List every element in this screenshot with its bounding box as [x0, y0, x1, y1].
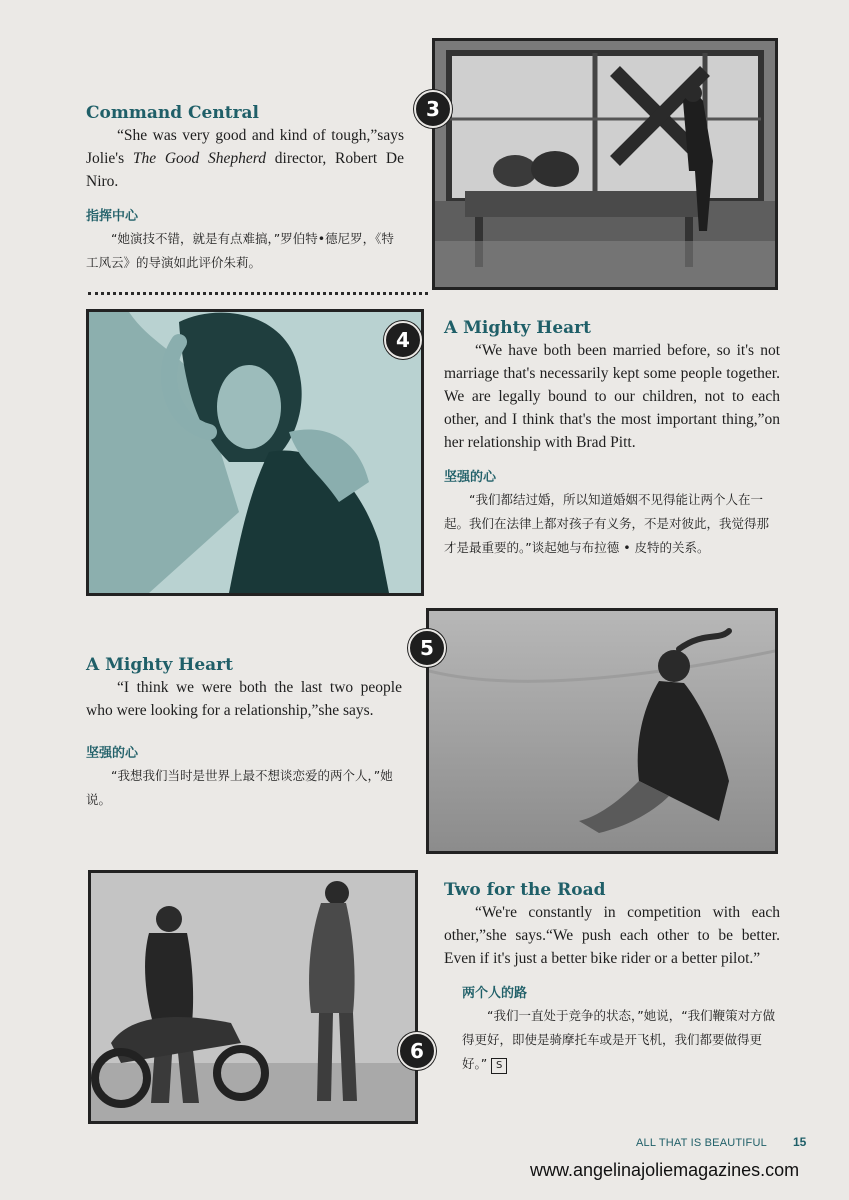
section-3-quote-post: director, Robert De Niro.	[86, 150, 404, 190]
photo-motorcycle-image	[91, 873, 415, 1121]
page-number: 15	[792, 1135, 807, 1149]
photo-desert-sitting	[426, 608, 778, 854]
photo-portrait-tattoo-image	[89, 312, 421, 593]
section-3-quote-pre: “She was very good and kind of tough,”says Jolie's	[86, 127, 404, 167]
section-3-text	[86, 103, 404, 275]
section-4-heading: A Mighty Heart	[444, 318, 591, 338]
photo-portrait-tattoo	[86, 309, 424, 596]
section-3-number-badge: 3	[414, 90, 452, 128]
section-6-zh-body: “我们一直处于竞争的状态，”她说，“我们鞭策对方做得更好，即使是骑摩托车或是开飞机，我们都要做得更好。”	[462, 1008, 776, 1071]
section-6-quote: “We're constantly in competition with each other,”she says.“We push each other to be better. Even if it's just a better bike rider or a better pilot.”	[444, 904, 780, 967]
section-6-end-mark: S	[491, 1058, 507, 1074]
section-4-zh-text: “我们都结过婚，所以知道婚姻不见得能让两个人在一起。我们在法律上都对孩子有义务，不是对彼此，我觉得那才是最重要的。”谈起她与布拉德 • 皮特的关系。	[444, 492, 770, 555]
section-3-zh-heading: 指挥中心	[86, 209, 139, 224]
section-5-zh-text: “我想我们当时是世界上最不想谈恋爱的两个人，”她说。	[86, 768, 393, 807]
photo-cockpit-image	[435, 41, 775, 287]
section-5-heading: A Mighty Heart	[86, 655, 233, 675]
section-4-quote: “We have both been married before, so it's not marriage that's necessarily kept some people together. We are legally bound to our children, not to each other, and I think that's the most important thing,”on her relationship with Brad Pitt.	[444, 342, 780, 451]
section-4-number-badge: 4	[384, 321, 422, 359]
section-5-quote: “I think we were both the last two people who were looking for a relationship,”she says.	[86, 679, 402, 719]
section-6-heading: Two for the Road	[444, 880, 606, 900]
section-5-zh-heading: 坚强的心	[86, 746, 139, 761]
photo-desert-sitting-image	[429, 611, 775, 851]
section-3-quote	[86, 124, 404, 193]
footer-running-title	[636, 1133, 806, 1151]
section-6-number-badge: 6	[398, 1032, 436, 1070]
section-5-number-badge: 5	[408, 629, 446, 667]
photo-motorcycle	[88, 870, 418, 1124]
section-4-text	[444, 318, 780, 560]
running-title: ALL THAT IS BEAUTIFUL	[636, 1137, 767, 1149]
section-3-film-title: The Good Shepherd	[132, 150, 267, 167]
watermark: www.angelinajoliemagazines.com	[530, 1160, 800, 1180]
section-3-heading: Command Central	[86, 103, 260, 123]
section-6-text	[444, 880, 780, 1076]
photo-cockpit	[432, 38, 778, 290]
section-3-zh-text: “她演技不错，就是有点难搞，”罗伯特•德尼罗，《特工风云》的导演如此评价朱莉。	[86, 231, 394, 270]
section-6-zh-heading: 两个人的路	[462, 986, 528, 1001]
divider-1	[88, 292, 428, 295]
section-4-zh-heading: 坚强的心	[444, 470, 497, 485]
section-6-zh-text	[462, 1004, 780, 1076]
section-5-text	[86, 655, 402, 812]
